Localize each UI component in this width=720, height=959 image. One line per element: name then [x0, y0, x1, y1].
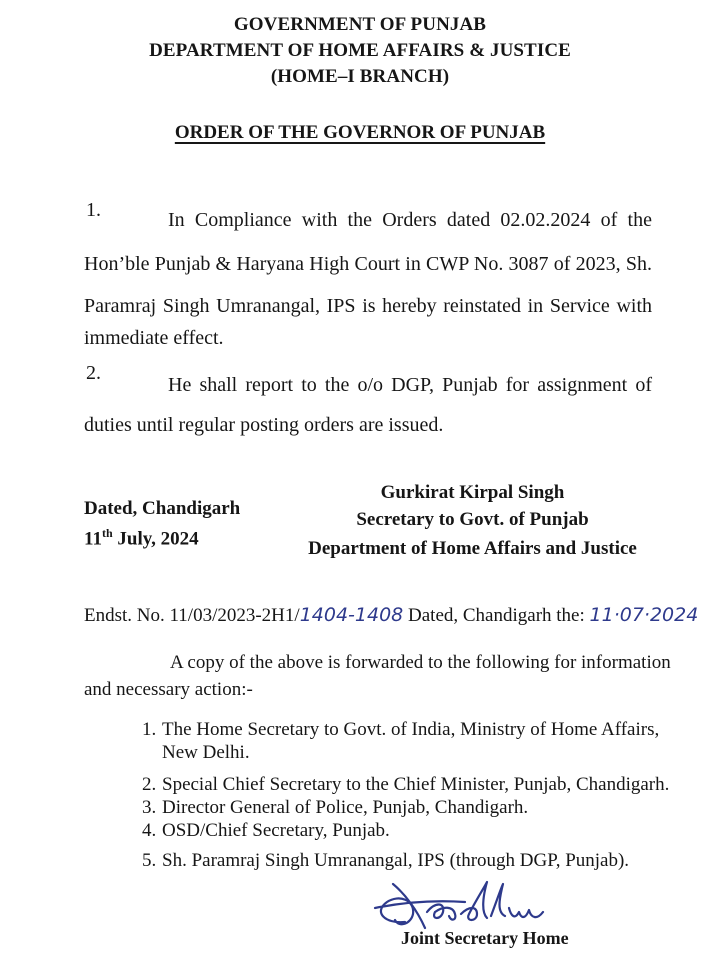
para1-line4: immediate effect.	[84, 327, 224, 349]
header-branch: (HOME–I BRANCH)	[270, 66, 450, 87]
para1-line1: In Compliance with the Orders dated 02.02.2024 of the	[168, 209, 652, 231]
recipient-item: 2. Special Chief Secretary to the Chief Minister, Punjab, Chandigarh.	[142, 774, 670, 795]
joint-secretary-title: Joint Secretary Home	[401, 928, 569, 948]
recipient-item: 3. Director General of Police, Punjab, Chandigarh.	[142, 797, 529, 818]
header-department: DEPARTMENT OF HOME AFFAIRS & JUSTICE	[149, 40, 571, 61]
copy-text-line2: and necessary action:-	[84, 679, 253, 700]
para2-line1: He shall report to the o/o DGP, Punjab for assignment of	[168, 374, 652, 396]
para2-line2: duties until regular posting orders are issued.	[84, 414, 444, 436]
dated-place: Dated, Chandigarh	[84, 498, 241, 519]
recipient-item-continued: New Delhi.	[162, 742, 250, 763]
para2-number: 2.	[86, 362, 101, 384]
recipient-item: 1. The Home Secretary to Govt. of India, Ministry of Home Affairs,	[142, 719, 660, 740]
para1-number: 1.	[86, 199, 101, 221]
header-government: GOVERNMENT OF PUNJAB	[233, 14, 487, 35]
signatory-department: Department of Home Affairs and Justice	[308, 538, 637, 559]
recipient-item: 4. OSD/Chief Secretary, Punjab.	[142, 820, 390, 841]
copy-text-line1: A copy of the above is forwarded to the following for information	[170, 652, 671, 673]
handwritten-date: 11·07·2024	[589, 604, 699, 626]
signatory-name: Gurkirat Kirpal Singh	[380, 482, 565, 503]
order-title: ORDER OF THE GOVERNOR OF PUNJAB	[174, 122, 546, 143]
recipient-item: 5. Sh. Paramraj Singh Umranangal, IPS (through DGP, Punjab).	[142, 850, 630, 871]
signatory-designation: Secretary to Govt. of Punjab	[356, 509, 589, 530]
para1-line2: Hon’ble Punjab & Haryana High Court in CWP No. 3087 of 2023, Sh.	[84, 253, 652, 275]
handwritten-endst-number: 1404-1408	[299, 604, 404, 626]
dated-date: 11th July, 2024	[84, 526, 199, 550]
endorsement-line: Endst. No. 11/03/2023-2H1/1404-1408 Dated, Chandigarh the: 11·07·2024	[84, 604, 699, 626]
para1-line3: Paramraj Singh Umranangal, IPS is hereby reinstated in Service with	[84, 295, 652, 317]
